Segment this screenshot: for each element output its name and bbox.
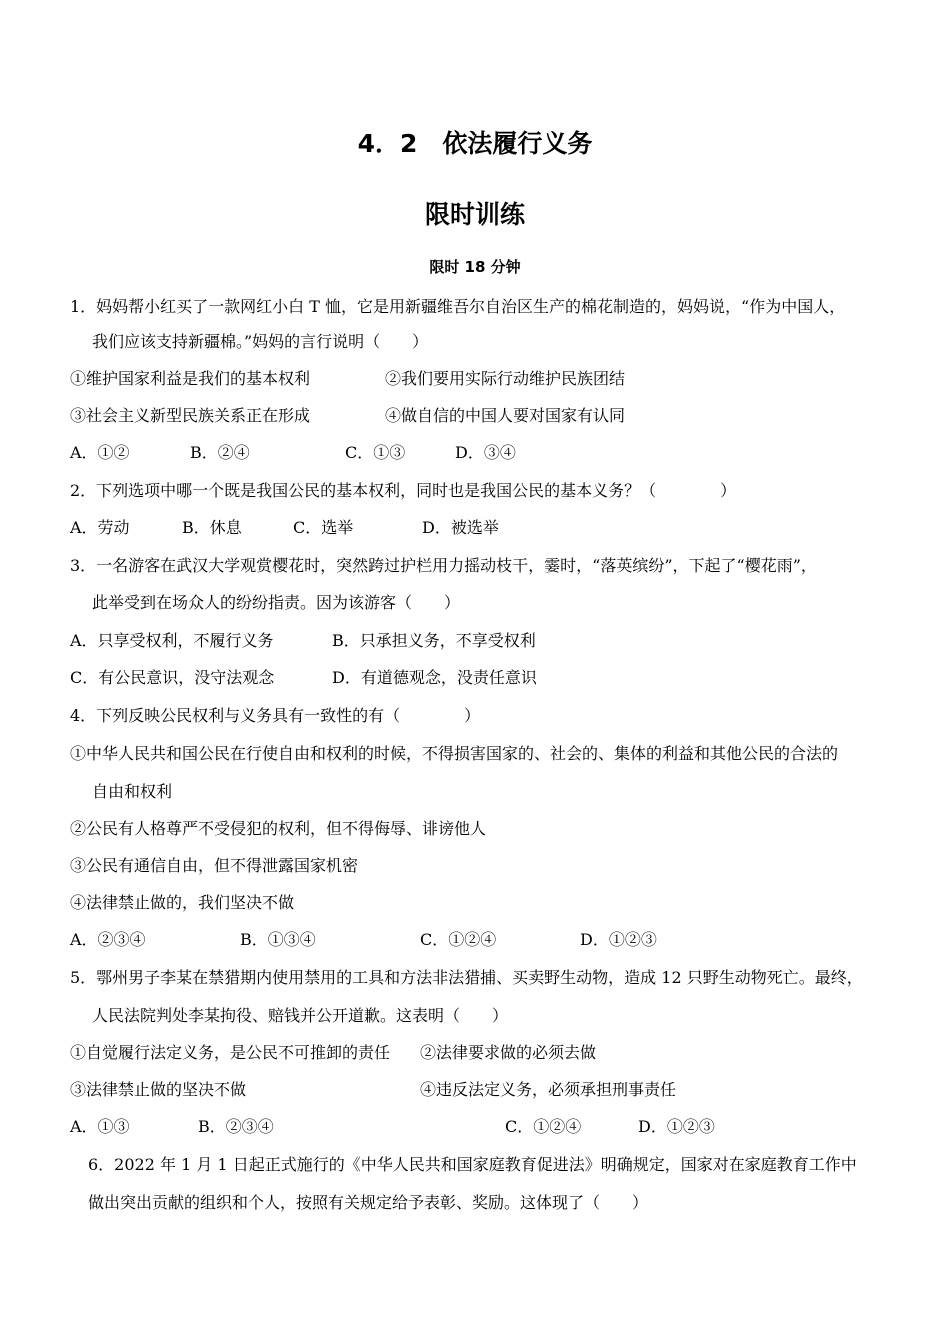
answer-option-d: D．有道德观念，没责任意识: [332, 668, 537, 687]
answer-option-a: A．劳动: [70, 518, 130, 537]
answer-option-a: A．②③④: [70, 930, 146, 949]
answer-option-b: B．休息: [182, 518, 242, 537]
answer-option-b: B．只承担义务，不享受权利: [332, 631, 536, 650]
statement: ④法律禁止做的，我们坚决不做: [70, 893, 295, 912]
statement: ①自觉履行法定义务，是公民不可推卸的责任: [70, 1043, 391, 1062]
statement: ③公民有通信自由，但不得泄露国家机密: [70, 856, 359, 875]
page-title: 4．2 依法履行义务: [357, 129, 593, 158]
statement: ①维护国家利益是我们的基本权利: [70, 369, 311, 388]
answer-option-d: D．①②③: [638, 1117, 715, 1136]
question-stem-line: 1．妈妈帮小红买了一款网红小白 T 恤，它是用新疆维吾尔自治区生产的棉花制造的，妈妈说，“作为中国人，: [70, 297, 846, 316]
statement: 自由和权利: [92, 782, 173, 801]
statement: ③法律禁止做的坚决不做: [70, 1080, 247, 1099]
question-stem-line: 人民法院判处李某拘役、赔钱并公开道歉。这表明（ ）: [92, 1006, 509, 1025]
answer-option-a: A．①②: [70, 443, 130, 462]
answer-option-c: C．①②④: [420, 930, 497, 949]
answer-option-a: A．只享受权利，不履行义务: [70, 631, 274, 650]
answer-option-b: B．②③④: [198, 1117, 274, 1136]
statement: ①中华人民共和国公民在行使自由和权利的时候，不得损害国家的、社会的、集体的利益和其他公民的合法的: [70, 744, 839, 763]
statement: ②我们要用实际行动维护民族团结: [385, 369, 626, 388]
question-stem-line: 2．下列选项中哪一个既是我国公民的基本权利，同时也是我国公民的基本义务？（ ）: [70, 481, 737, 500]
question-stem-line: 6．2022 年 1 月 1 日起正式施行的《中华人民共和国家庭教育促进法》明确规定，国家对在家庭教育工作中: [88, 1155, 857, 1174]
question-stem-line: 3．一名游客在武汉大学观赏樱花时，突然跨过护栏用力摇动枝干，霎时，“落英缤纷”，下起了“樱花雨”，: [70, 556, 817, 575]
statement: ②法律要求做的必须去做: [420, 1043, 597, 1062]
answer-option-a: A．①③: [70, 1117, 130, 1136]
answer-option-b: B．②④: [190, 443, 250, 462]
answer-option-c: C．①③: [345, 443, 406, 462]
answer-option-c: C．选举: [293, 518, 354, 537]
answer-option-d: D．被选举: [422, 518, 499, 537]
question-stem-line: 5．鄂州男子李某在禁猎期内使用禁用的工具和方法非法猎捕、买卖野生动物，造成 12 只野生动物死亡。最终，: [70, 968, 863, 987]
page-subtitle: 限时训练: [424, 200, 525, 229]
answer-option-d: D．①②③: [580, 930, 657, 949]
question-stem-line: 4．下列反映公民权利与义务具有一致性的有（ ）: [70, 706, 481, 725]
answer-option-d: D．③④: [455, 443, 516, 462]
answer-option-c: C．①②④: [505, 1117, 582, 1136]
question-stem-line: 做出突出贡献的组织和个人，按照有关规定给予表彰、奖励。这体现了（ ）: [88, 1193, 649, 1212]
statement: ④做自信的中国人要对国家有认同: [385, 406, 626, 425]
statement: ②公民有人格尊严不受侵犯的权利，但不得侮辱、诽谤他人: [70, 819, 487, 838]
statement: ③社会主义新型民族关系正在形成: [70, 406, 311, 425]
statement: ④违反法定义务，必须承担刑事责任: [420, 1080, 677, 1099]
answer-option-c: C．有公民意识，没守法观念: [70, 668, 275, 687]
answer-option-b: B．①③④: [240, 930, 316, 949]
question-stem-line: 我们应该支持新疆棉。”妈妈的言行说明（ ）: [92, 332, 429, 351]
question-stem-line: 此举受到在场众人的纷纷指责。因为该游客（ ）: [92, 593, 461, 612]
time-limit-label: 限时 18 分钟: [429, 258, 521, 276]
